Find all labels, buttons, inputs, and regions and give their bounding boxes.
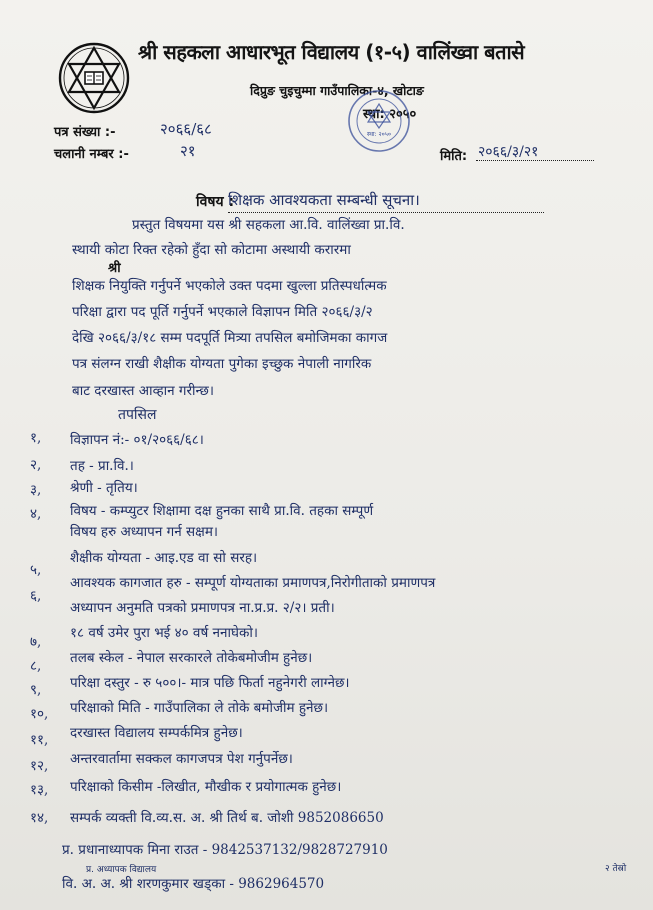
item-number: ११, — [30, 732, 49, 748]
shri-label: श्री — [108, 261, 121, 276]
item-text: तलब स्केल - नेपाल सरकारले तोकेबमोजीम हुनेछ। — [70, 650, 313, 666]
body-line: देखि २०६६/३/१८ सम्म पदपूर्ति मित्र्या तपसिल बमोजिमका कागज — [72, 330, 388, 346]
signature-line: प्र. प्रधानाध्यापक मिना राउत - 9842537132/9828727910 — [62, 842, 388, 858]
item-text: अन्तरवार्तामा सक्कल कागजपत्र पेश गर्नुपर्नेछ। — [70, 751, 293, 767]
body-line: शिक्षक नियुक्ति गर्नुपर्ने भएकोले उक्त पदमा खुल्ला प्रतिस्पर्धात्मक — [72, 278, 387, 294]
school-name: श्री सहकला आधारभूत विद्यालय (१-५) वालिंख्वा बतासे — [138, 40, 525, 64]
body-line: प्रस्तुत विषयमा यस श्री सहकला आ.वि. वालिंख्वा प्रा.वि. — [132, 217, 405, 233]
letter-number-label: पत्र संख्या :- — [54, 125, 116, 140]
dispatch-number-label: चलानी नम्बर :- — [54, 147, 129, 162]
item-number: १३, — [30, 782, 49, 798]
item-text: परिक्षा दस्तुर - रु ५००।- मात्र पछि फिर्ता नहुनेगरी लाग्नेछ। — [70, 675, 350, 691]
letter-number-value: २०६६/६८ — [160, 120, 212, 138]
item-text: आवश्यक कागजात हरु - सम्पूर्ण योग्यताका प्रमाणपत्र,निरोगीताको प्रमाणपत्र — [70, 575, 436, 591]
school-address: दिप्रुङ चुइचुम्मा गाउँपालिका-४, खोटाङ — [250, 83, 424, 98]
tapsil-heading: तपसिल — [118, 407, 157, 423]
item-text: दरखास्त विद्यालय सम्पर्कमित्र हुनेछ। — [70, 725, 243, 741]
item-text: तह - प्रा.वि.। — [70, 458, 134, 474]
body-line: परिक्षा द्वारा पद पूर्ति गर्नुपर्ने भएकाले विज्ञापन मिति २०६६/३/२ — [72, 304, 373, 320]
corner-stamp: २ तेस्रो — [605, 864, 627, 874]
item-number: ५, — [30, 562, 42, 578]
date-dotted-line — [476, 160, 594, 161]
item-number: ८, — [30, 658, 42, 674]
school-stamp-icon — [346, 88, 412, 154]
item-text: १८ वर्ष उमेर पुरा भई ४० वर्ष ननाघेको। — [70, 625, 258, 641]
item-text: श्रेणी - तृतिय। — [70, 480, 138, 496]
item-text: अध्यापन अनुमति पत्रको प्रमाणपत्र ना.प्र.प्र. २/२। प्रती। — [70, 600, 335, 616]
established-year: स्था: २०५० — [363, 107, 417, 122]
item-number: २, — [30, 457, 42, 473]
item-text: विज्ञापन नं:- ०१/२०६६/६८। — [70, 432, 204, 448]
item-number: ३, — [30, 482, 42, 498]
item-text: शैक्षीक योग्यता - आइ.एड वा सो सरह। — [70, 550, 258, 566]
subject-dotted-line — [228, 212, 544, 213]
subject-label: विषय : — [196, 194, 235, 210]
subject-text: शिक्षक आवश्यकता सम्बन्धी सूचना। — [228, 191, 420, 209]
item-text: परिक्षाको मिति - गाउँपालिका ले तोके बमोजीम हुनेछ। — [70, 700, 329, 716]
item-number: १, — [30, 430, 42, 446]
signature-caption: प्र. अध्यापक विद्यालय — [86, 865, 157, 875]
item-text: विषय - कम्प्युटर शिक्षामा दक्ष हुनका साथै प्रा.वि. तहका सम्पूर्ण — [70, 503, 374, 519]
date-value: २०६६/३/२१ — [478, 144, 539, 160]
item-text: परिक्षाको किसीम -लिखीत, मौखीक र प्रयोगात्मक हुनेछ। — [70, 779, 342, 795]
item-number: १२, — [30, 758, 49, 774]
dispatch-number-value: २१ — [180, 142, 196, 160]
item-number: १०, — [30, 706, 49, 722]
body-line: बाट दरखास्त आव्हान गरीन्छ। — [72, 383, 214, 399]
item-number: १४, — [30, 810, 49, 826]
svg-text:स्था: २०५०: स्था: २०५० — [366, 131, 392, 138]
item-number: ६, — [30, 588, 42, 604]
school-logo-icon — [58, 42, 130, 114]
item-text: सम्पर्क व्यक्ती वि.व्य.स. अ. श्री तिर्थ ब. जोशी 9852086650 — [70, 810, 384, 826]
body-line: स्थायी कोटा रिक्त रहेको हुँदा सो कोटामा अस्थायी करारमा — [72, 242, 351, 258]
item-number: ९, — [30, 682, 42, 698]
signature-line: वि. अ. अ. श्री शरणकुमार खड्का - 9862964570 — [62, 876, 325, 892]
item-number: ४, — [30, 506, 42, 522]
item-number: ७, — [30, 634, 42, 650]
body-line: पत्र संलग्न राखी शैक्षीक योग्यता पुगेका इच्छुक नेपाली नागरिक — [72, 356, 372, 372]
date-label: मिति: — [440, 149, 468, 164]
item-text: विषय हरु अध्यापन गर्न सक्षम। — [70, 524, 219, 540]
